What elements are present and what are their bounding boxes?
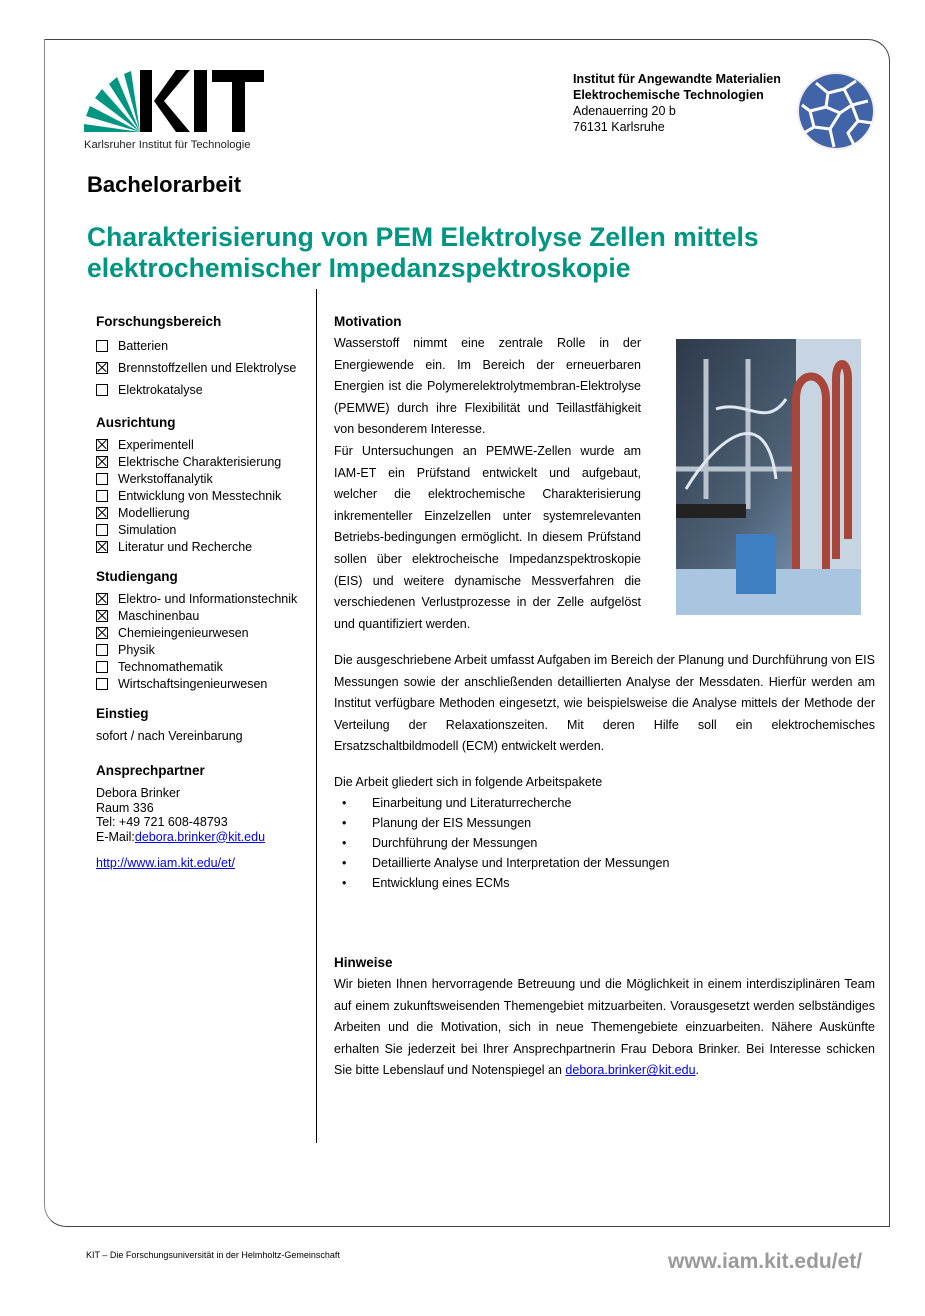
section-forschungsbereich — [96, 314, 311, 401]
unchecked-box-icon[interactable] — [96, 473, 108, 485]
footer-tagline: KIT – Die Forschungsuniversität in der Helmholtz-Gemeinschaft — [86, 1250, 340, 1260]
checked-box-icon[interactable] — [96, 627, 108, 639]
checkbox-item[interactable] — [96, 521, 311, 538]
bullet-icon: • — [342, 836, 347, 850]
section-heading: Ansprechpartner — [96, 763, 205, 778]
section-einstieg — [96, 706, 311, 743]
checkbox-item[interactable] — [96, 487, 311, 504]
checkbox-item[interactable] — [96, 379, 311, 401]
title-line: Charakterisierung von PEM Elektrolyse Zellen mittels — [87, 222, 759, 252]
checkbox-label: Technomathematik — [118, 659, 223, 674]
packages-intro: Die Arbeit gliedert sich in folgende Arbeitspakete — [334, 775, 603, 789]
task-description — [334, 650, 875, 758]
institute-address — [573, 71, 781, 135]
hinweise-section — [334, 955, 875, 1082]
checked-box-icon[interactable] — [96, 541, 108, 553]
checkbox-item[interactable] — [96, 641, 311, 658]
checkbox-label: Maschinenbau — [118, 608, 200, 623]
checkbox-item[interactable] — [96, 607, 311, 624]
unchecked-box-icon[interactable] — [96, 644, 108, 656]
bullet-icon: • — [342, 876, 347, 890]
task-paragraph: Die ausgeschriebene Arbeit umfasst Aufgaben im Bereich der Planung und Durchführung von EIS Messungen sowie der anschließenden detaillierten Analyse der Messdaten. Hierfür werden am Institut verfügbare Methoden eingesetzt, wie beispielsweise die Analyse mittels der Methode der Verteilung der Relaxationszeiten. Mit deren Hilfe soll ein elektrochemisches Ersatzschaltbildmodell (ECM) entwickelt werden. — [334, 653, 875, 754]
section-ausrichtung — [96, 415, 311, 555]
checkbox-item[interactable] — [96, 624, 311, 641]
package-label: Detaillierte Analyse und Interpretation der Messungen — [372, 856, 670, 870]
checked-box-icon[interactable] — [96, 610, 108, 622]
checkbox-label: Physik — [118, 642, 155, 657]
thesis-title — [87, 222, 759, 284]
checkbox-list — [96, 335, 311, 401]
street: Adenauerring 20 b — [573, 104, 676, 118]
footer-url: www.iam.kit.edu/et/ — [668, 1250, 863, 1273]
checkbox-label: Elektrokatalyse — [118, 383, 203, 397]
logo-subtitle: Karlsruher Institut für Technologie — [84, 139, 251, 151]
checkbox-label: Werkstoffanalytik — [118, 471, 213, 486]
packages-list — [334, 793, 875, 893]
contact-email-row — [96, 830, 311, 845]
sidebar — [96, 314, 311, 884]
list-item — [334, 813, 875, 833]
start-date: sofort / nach Vereinbarung — [96, 729, 243, 743]
institute-name: Institut für Angewandte Materialien — [573, 72, 781, 86]
website-link[interactable]: http://www.iam.kit.edu/et/ — [96, 856, 235, 870]
hinweise-text: Wir bieten Ihnen hervorragende Betreuung und die Möglichkeit in einem interdisziplinären Team auf einem zukunftsweisenden Themengebiet mitzuarbeiten. Vorausgesetzt werden selbständiges Arbeiten und die Motivation, sich in neue Themengebiete einzuarbeiten. Nähere Auskünfte erhalten Sie jederzeit bei Ihrer Ansprechpartnerin Frau Debora Brinker. Bei Interesse schicken Sie bitte Lebenslauf und Notenspiegel an — [334, 977, 875, 1078]
checkbox-item[interactable] — [96, 470, 311, 487]
package-label: Einarbeitung und Literaturrecherche — [372, 796, 572, 810]
list-item — [334, 833, 875, 853]
contact-phone: Tel: +49 721 608-48793 — [96, 815, 228, 829]
section-heading: Studiengang — [96, 569, 178, 584]
checked-box-icon[interactable] — [96, 362, 108, 374]
title-line: elektrochemischer Impedanzspektroskopie — [87, 253, 631, 283]
kit-logo-letters — [140, 70, 264, 132]
hinweise-end: . — [695, 1063, 700, 1078]
checkbox-label: Simulation — [118, 522, 177, 537]
package-label: Durchführung der Messungen — [372, 836, 538, 850]
package-label: Entwicklung eines ECMs — [372, 876, 510, 890]
kit-logo-rays — [84, 71, 140, 132]
checkbox-item[interactable] — [96, 590, 311, 607]
motivation-paragraph: Für Untersuchungen an PEMWE-Zellen wurde am IAM-ET ein Prüfstand entwickelt und aufgebaut, welcher die elektrochemische Charakterisierung inkrementeller Einzelzellen unter systemrelevanten Betriebs-bedingungen ermöglicht. In diesem Prüfstand sollen über elektrocheische Impedanzspektroskopie (EIS) und weitere dynamische Messverfahren die verschiedenen Verlustprozesse in der Zelle aufgelöst und quantifiziert werden. — [334, 443, 641, 631]
checkbox-label: Chemieingenieurwesen — [118, 625, 249, 640]
document-type: Bachelorarbeit — [87, 172, 242, 197]
package-label: Planung der EIS Messungen — [372, 816, 532, 830]
list-item — [334, 853, 875, 873]
section-heading: Hinweise — [334, 955, 393, 970]
checkbox-item[interactable] — [96, 504, 311, 521]
checkbox-item[interactable] — [96, 357, 311, 379]
contact-name: Debora Brinker — [96, 786, 181, 800]
unchecked-box-icon[interactable] — [96, 490, 108, 502]
unchecked-box-icon[interactable] — [96, 524, 108, 536]
checkbox-label: Batterien — [118, 339, 169, 353]
section-heading: Motivation — [334, 314, 402, 329]
checked-box-icon[interactable] — [96, 456, 108, 468]
section-contact — [96, 763, 311, 870]
checkbox-label: Wirtschaftsingenieurwesen — [118, 676, 268, 691]
checkbox-label: Elektro- und Informationstechnik — [118, 591, 298, 606]
bullet-icon: • — [342, 796, 347, 810]
bullet-icon: • — [342, 856, 347, 870]
bullet-icon: • — [342, 816, 347, 830]
unchecked-box-icon[interactable] — [96, 661, 108, 673]
work-packages — [334, 775, 875, 893]
contact-room: Raum 336 — [96, 800, 154, 815]
checkbox-label: Literatur und Recherche — [118, 539, 253, 554]
unchecked-box-icon[interactable] — [96, 678, 108, 690]
checked-box-icon[interactable] — [96, 593, 108, 605]
department-name: Elektrochemische Technologien — [573, 88, 764, 102]
checked-box-icon[interactable] — [96, 507, 108, 519]
hinweise-paragraph — [334, 974, 875, 1082]
checkbox-label: Modellierung — [118, 505, 190, 520]
iam-seal-logo — [796, 71, 876, 151]
unchecked-box-icon[interactable] — [96, 340, 108, 352]
column-divider — [316, 289, 317, 1143]
checkbox-item[interactable] — [96, 436, 311, 453]
list-item — [334, 873, 875, 893]
checkbox-label: Entwicklung von Messtechnik — [118, 488, 282, 503]
checkbox-list — [96, 436, 311, 555]
motivation-section — [334, 314, 641, 635]
checkbox-label: Elektrische Charakterisierung — [118, 454, 282, 469]
city: 76131 Karlsruhe — [573, 120, 665, 134]
checkbox-item[interactable] — [96, 675, 311, 692]
checked-box-icon[interactable] — [96, 439, 108, 451]
unchecked-box-icon[interactable] — [96, 384, 108, 396]
section-studiengang — [96, 569, 311, 692]
checkbox-item[interactable] — [96, 453, 311, 470]
checkbox-item[interactable] — [96, 335, 311, 357]
list-item — [334, 793, 875, 813]
motivation-paragraph: Wasserstoff nimmt eine zentrale Rolle in der Energiewende ein. Im Bereich der erneuerbaren Energien ist die Polymerelektrolytmembran-Elektrolyse (PEMWE) durch ihre Flexibilität und Teillastfähigkeit von besonderem Interesse. — [334, 336, 641, 437]
email-label: E-Mail: — [96, 829, 135, 844]
checkbox-label: Brennstoffzellen und Elektrolyse — [118, 361, 297, 375]
checkbox-list — [96, 590, 311, 692]
section-heading: Einstieg — [96, 706, 149, 721]
checkbox-item[interactable] — [96, 658, 311, 675]
hinweise-email-link[interactable]: debora.brinker@kit.edu — [565, 1063, 696, 1078]
checkbox-label: Experimentell — [118, 437, 194, 452]
test-bench-photo — [676, 339, 861, 615]
section-heading: Ausrichtung — [96, 415, 176, 430]
section-heading: Forschungsbereich — [96, 314, 222, 329]
contact-email-link[interactable]: debora.brinker@kit.edu — [134, 829, 266, 844]
checkbox-item[interactable] — [96, 538, 311, 555]
